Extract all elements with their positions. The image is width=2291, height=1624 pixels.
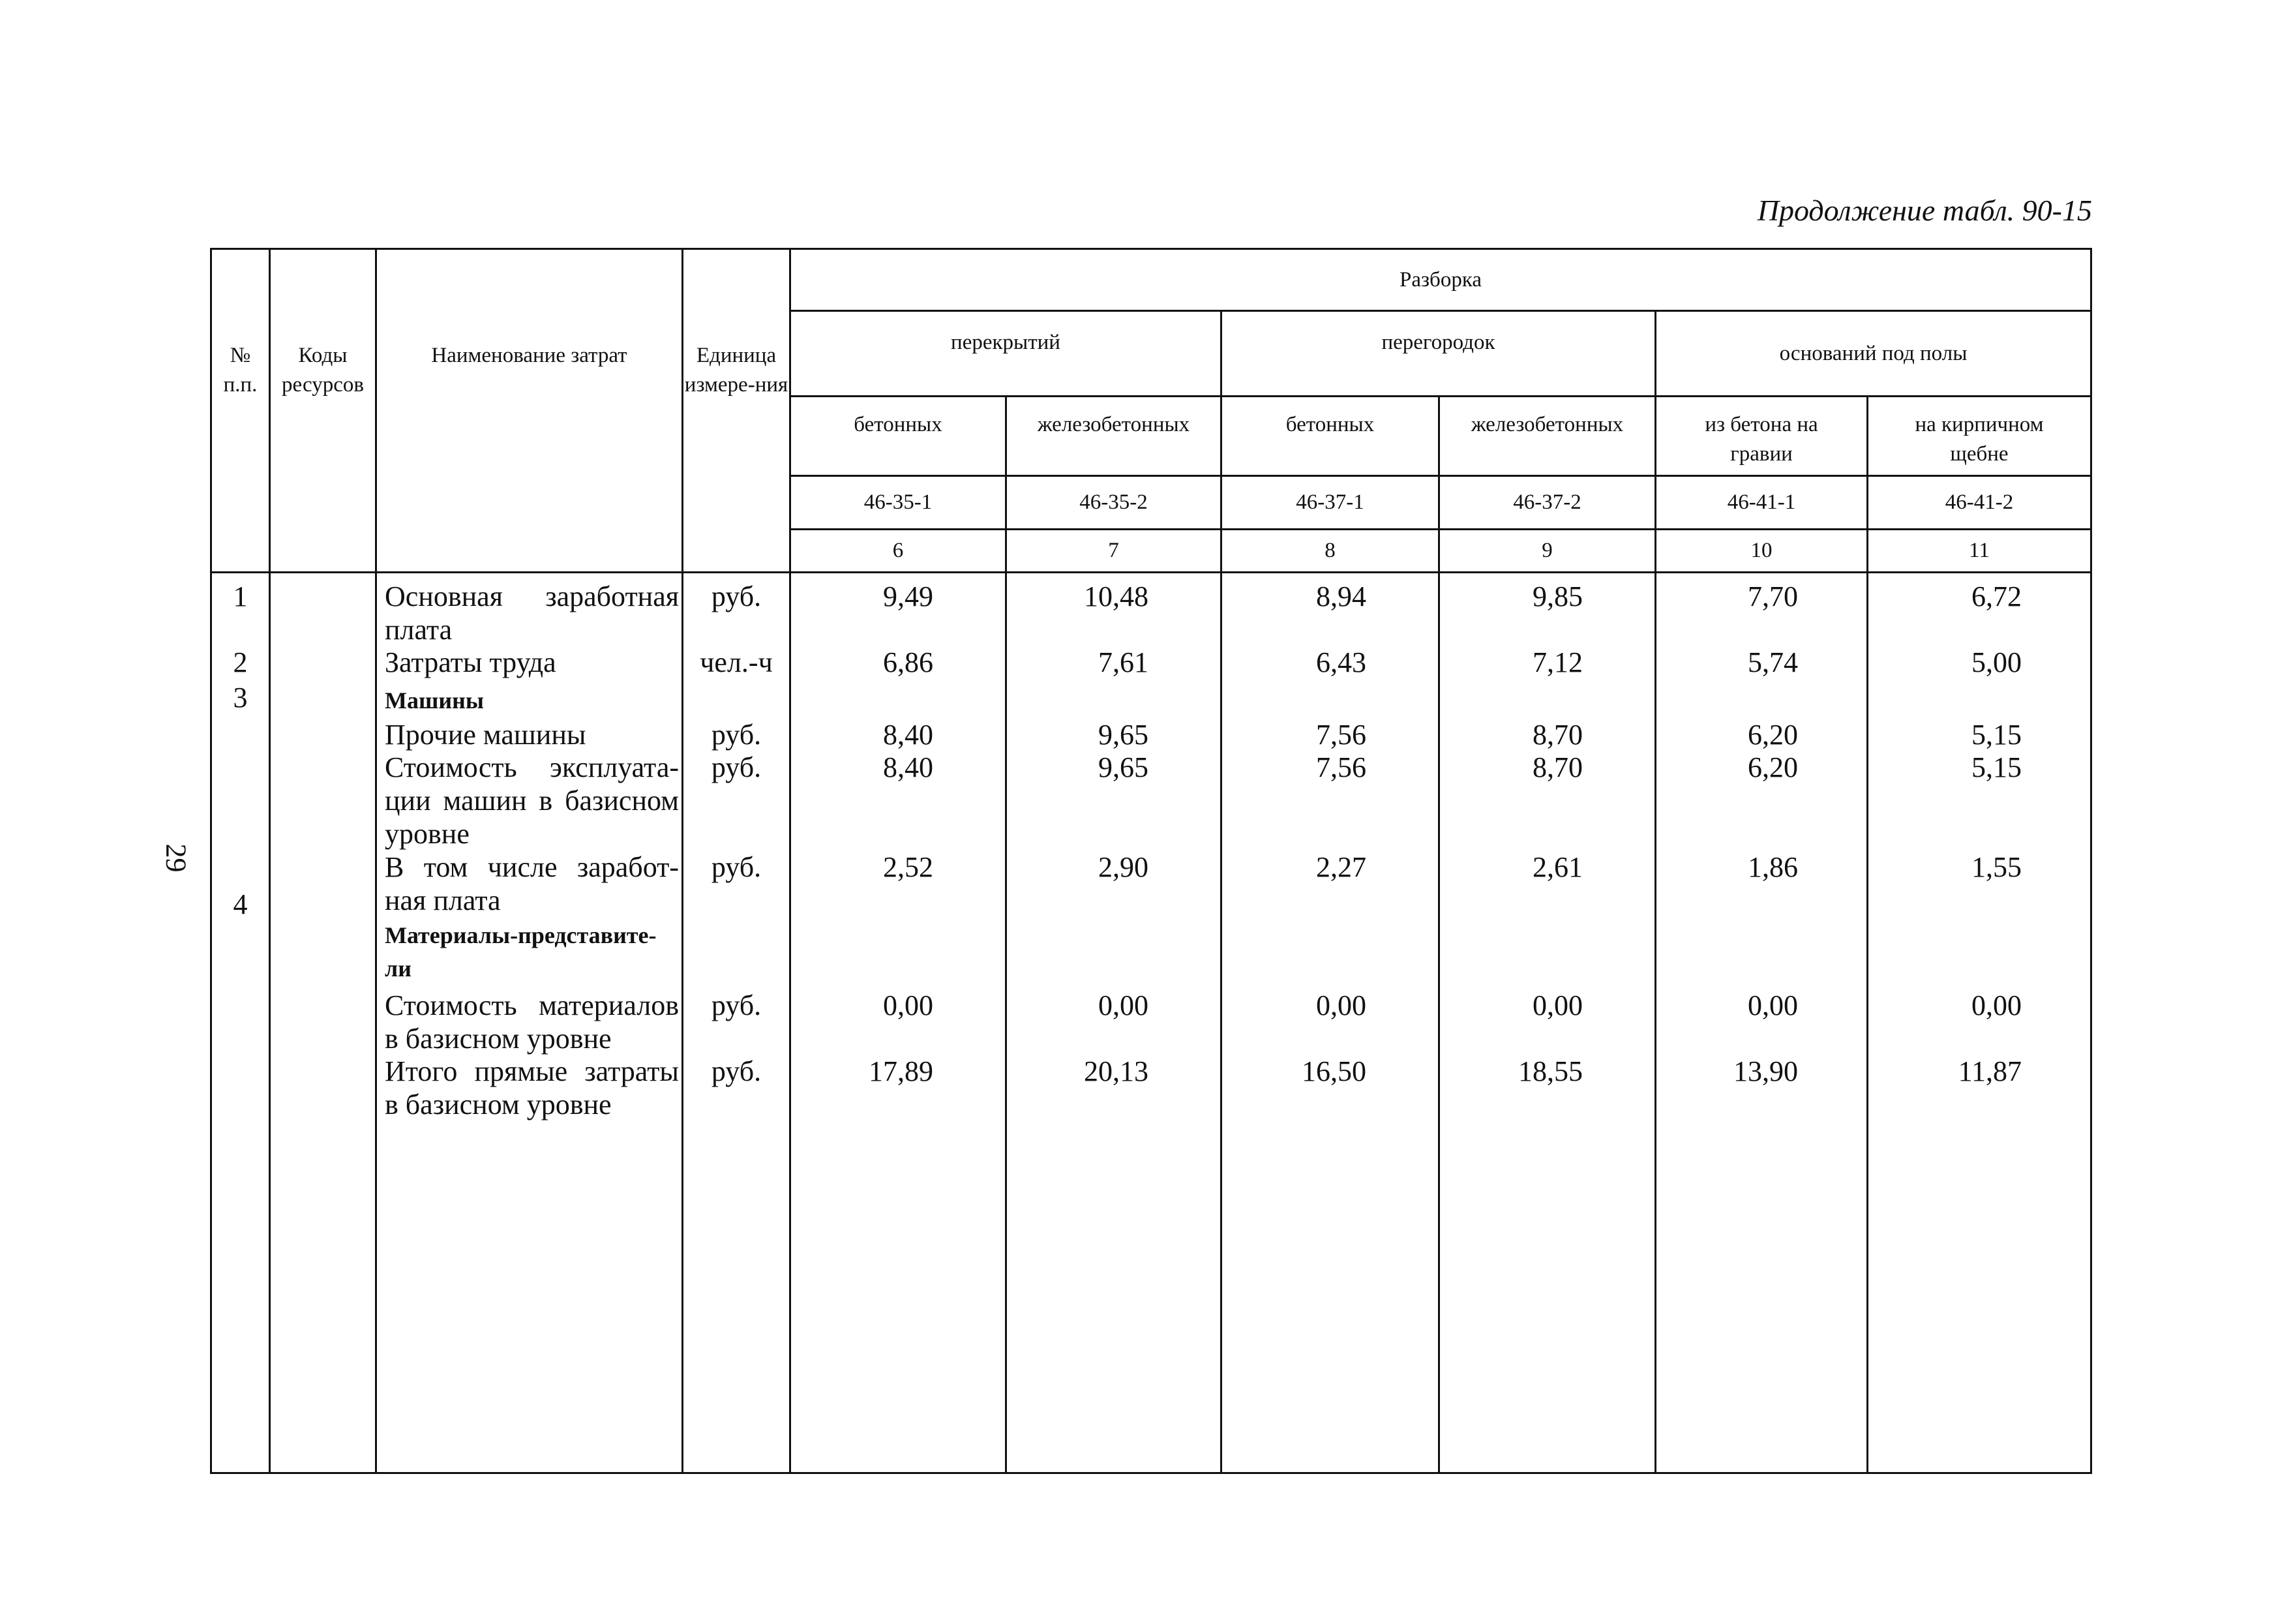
value-cell: 9,65 xyxy=(1098,719,1148,751)
header-codes: Коды ресурсов xyxy=(270,249,376,573)
header-code: 46-35-1 xyxy=(790,476,1006,530)
header-num: № п.п. xyxy=(211,249,270,573)
value-cell: 17,89 xyxy=(869,1055,933,1087)
value-cell: 7,12 xyxy=(1533,646,1583,678)
value-cell: 0,00 xyxy=(1316,989,1366,1021)
value-cell: 20,13 xyxy=(1084,1055,1148,1087)
header-type: бетонных xyxy=(1221,397,1439,476)
header-code: 46-37-1 xyxy=(1221,476,1439,530)
num-column xyxy=(211,573,270,1473)
row-unit: руб. xyxy=(711,851,762,883)
value-column xyxy=(1221,573,1439,1473)
header-code: 46-35-2 xyxy=(1006,476,1221,530)
value-cell: 10,48 xyxy=(1084,580,1148,612)
value-column xyxy=(1006,573,1221,1473)
value-cell: 9,49 xyxy=(883,580,933,612)
value-column xyxy=(1656,573,1868,1473)
row-name: Стоимость эксплуата-ции машин в базисном уровне xyxy=(385,751,679,850)
header-type: железобетонных xyxy=(1006,397,1221,476)
value-cell: 0,00 xyxy=(1748,989,1798,1021)
row-unit: руб. xyxy=(711,989,762,1021)
value-cell: 2,90 xyxy=(1098,851,1148,883)
header-code: 46-41-1 xyxy=(1656,476,1868,530)
value-cell: 16,50 xyxy=(1302,1055,1366,1087)
column-number: 8 xyxy=(1221,530,1439,573)
row-unit: руб. xyxy=(711,580,762,612)
value-cell: 9,85 xyxy=(1533,580,1583,612)
row-unit: руб. xyxy=(711,751,762,783)
header-code: 46-41-2 xyxy=(1868,476,2091,530)
header-type: из бетона на гравии xyxy=(1656,397,1868,476)
header-unit: Единица измере-ния xyxy=(683,249,790,573)
name-column xyxy=(376,573,683,1473)
row-unit: чел.-ч xyxy=(700,646,773,678)
value-cell: 9,65 xyxy=(1098,751,1148,783)
value-cell: 8,40 xyxy=(883,751,933,783)
codes-column xyxy=(270,573,376,1473)
value-cell: 5,15 xyxy=(1971,751,2022,783)
header-group: Разборка xyxy=(790,249,2091,311)
row-name: Итого прямые затраты в базисном уровне xyxy=(385,1055,679,1120)
value-cell: 6,72 xyxy=(1971,580,2022,612)
header-type: бетонных xyxy=(790,397,1006,476)
value-cell: 0,00 xyxy=(1098,989,1148,1021)
value-cell: 13,90 xyxy=(1733,1055,1798,1087)
value-cell: 8,40 xyxy=(883,719,933,751)
row-unit: руб. xyxy=(711,1055,762,1087)
row-name: Прочие машины xyxy=(385,719,586,751)
column-number: 7 xyxy=(1006,530,1221,573)
value-cell: 6,20 xyxy=(1748,751,1798,783)
page-number: 29 xyxy=(160,843,192,873)
value-cell: 8,70 xyxy=(1533,719,1583,751)
value-cell: 5,15 xyxy=(1971,719,2022,751)
value-cell: 2,52 xyxy=(883,851,933,883)
value-cell: 18,55 xyxy=(1518,1055,1583,1087)
value-cell: 8,94 xyxy=(1316,580,1366,612)
header-name: Наименование затрат xyxy=(376,249,683,573)
value-cell: 7,70 xyxy=(1748,580,1798,612)
value-cell: 0,00 xyxy=(883,989,933,1021)
value-cell: 6,20 xyxy=(1748,719,1798,751)
table-caption: Продолжение табл. 90-15 xyxy=(1757,194,2092,227)
value-cell: 0,00 xyxy=(1971,989,2022,1021)
header-sub-perekrytii: перекрытий xyxy=(790,311,1221,397)
value-cell: 1,86 xyxy=(1748,851,1798,883)
value-cell: 11,87 xyxy=(1958,1055,2022,1087)
value-cell: 2,61 xyxy=(1533,851,1583,883)
row-name: Стоимость материалов в базисном уровне xyxy=(385,989,679,1055)
row-name-heading: Машины xyxy=(385,687,484,714)
row-num: 4 xyxy=(233,888,248,920)
header-sub-peregorodok: перегородок xyxy=(1221,311,1656,397)
header-type: железобетонных xyxy=(1439,397,1656,476)
value-cell: 7,61 xyxy=(1098,646,1148,678)
value-cell: 5,00 xyxy=(1971,646,2022,678)
value-column xyxy=(1439,573,1656,1473)
value-cell: 7,56 xyxy=(1316,751,1366,783)
row-name: Затраты труда xyxy=(385,646,556,678)
row-unit: руб. xyxy=(711,719,762,751)
value-cell: 0,00 xyxy=(1533,989,1583,1021)
row-num: 3 xyxy=(233,682,248,714)
column-number: 11 xyxy=(1868,530,2091,573)
value-cell: 2,27 xyxy=(1316,851,1366,883)
column-number: 6 xyxy=(790,530,1006,573)
header-type: на кирпичном щебне xyxy=(1868,397,2091,476)
header-code: 46-37-2 xyxy=(1439,476,1656,530)
value-cell: 6,86 xyxy=(883,646,933,678)
row-name: Основная заработная плата xyxy=(385,580,679,646)
value-cell: 7,56 xyxy=(1316,719,1366,751)
row-name: В том числе заработ-ная плата xyxy=(385,851,679,916)
value-column xyxy=(1868,573,2091,1473)
value-cell: 1,55 xyxy=(1971,851,2022,883)
unit-column xyxy=(683,573,790,1473)
cost-table xyxy=(210,248,2092,1474)
value-cell: 6,43 xyxy=(1316,646,1366,678)
value-cell: 5,74 xyxy=(1748,646,1798,678)
header-sub-osnovanii: оснований под полы xyxy=(1656,311,2091,397)
column-number: 10 xyxy=(1656,530,1868,573)
row-num: 2 xyxy=(233,646,248,678)
row-name-heading: Материалы-представите-ли xyxy=(385,922,657,982)
row-num: 1 xyxy=(233,580,248,612)
column-number: 9 xyxy=(1439,530,1656,573)
value-column xyxy=(790,573,1006,1473)
value-cell: 8,70 xyxy=(1533,751,1583,783)
